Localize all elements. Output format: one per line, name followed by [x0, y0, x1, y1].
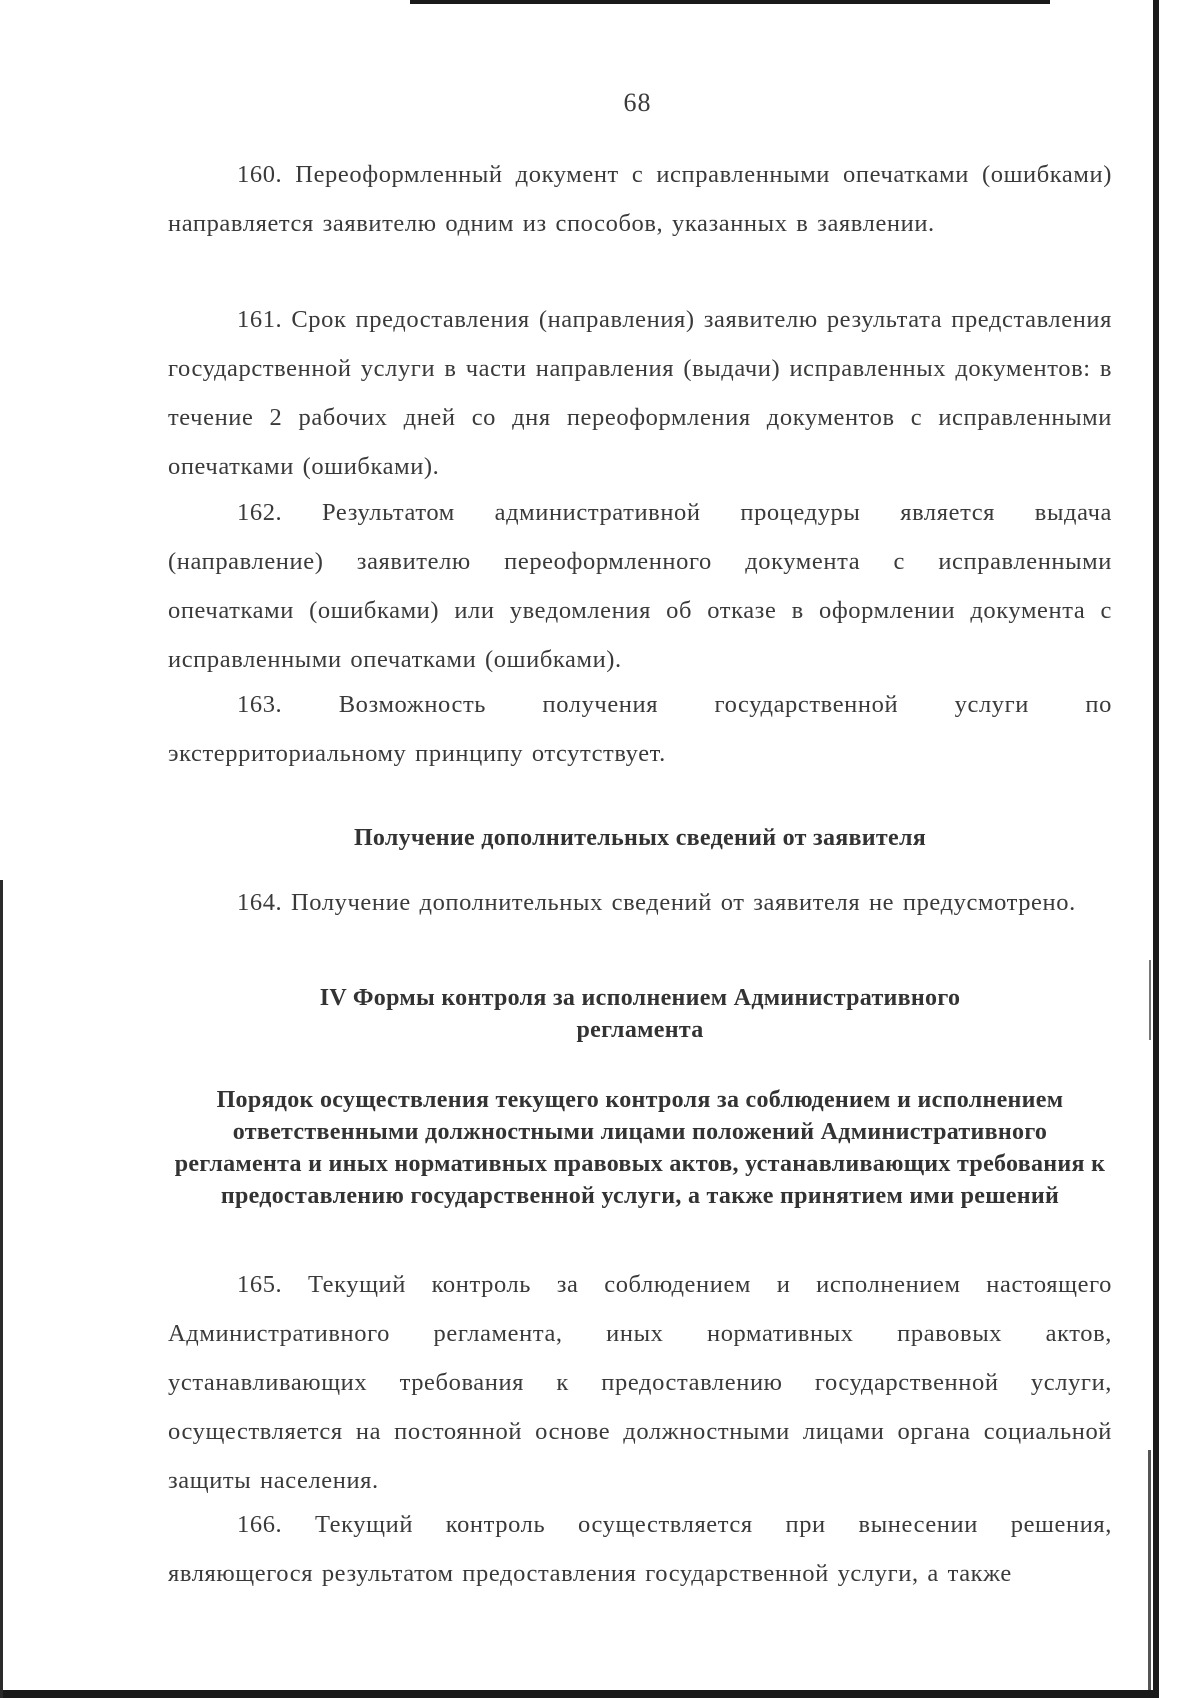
heading-current-control: Порядок осуществления текущего контроля за соблюдением и исполнением ответственными должностными лицами положений Административного регламента и иных нормативных правовых актов, устанавливающих требования к предоставлению государственной услуги, а также принятием ими решений — [174, 1087, 1106, 1209]
scan-edge-bottom — [0, 1690, 1159, 1698]
paragraph-163: 163. Возможность получения государственной услуги по экстерриториальному принципу отсутствует. — [168, 691, 1112, 767]
scan-mark — [1149, 960, 1151, 1040]
scan-edge-top — [410, 0, 1050, 4]
paragraph-166: 166. Текущий контроль осуществляется при вынесении решения, являющегося результатом предоставления государственной услуги, а также — [168, 1511, 1112, 1587]
paragraph-161: 161. Срок предоставления (направления) заявителю результата представления государственной услуги в части направления (выдачи) исправленных документов: в течение 2 рабочих дней со дня переоформления документов с исправленными опечатками (ошибками). — [168, 306, 1112, 480]
scan-edge-right — [1153, 0, 1159, 1698]
page-number: 68 — [623, 88, 652, 117]
scan-mark — [1148, 1450, 1151, 1690]
heading-additional-info: Получение дополнительных сведений от заявителя — [353, 825, 927, 851]
paragraph-160: 160. Переоформленный документ с исправленными опечатками (ошибками) направляется заявителю одним из способов, указанных в заявлении. — [168, 161, 1112, 237]
scan-edge-left — [0, 880, 3, 1698]
paragraph-162: 162. Результатом административной процедуры является выдача (направление) заявителю переоформленного документа с исправленными опечатками (ошибками) или уведомления об отказе в оформлении документа с исправленными опечатками (ошибками). — [168, 499, 1112, 673]
paragraph-165: 165. Текущий контроль за соблюдением и исполнением настоящего Административного регламента, иных нормативных правовых актов, устанавливающих требования к предоставлению государственной услуги, осуществляется на постоянной основе должностными лицами органа социальной защиты населения. — [168, 1271, 1112, 1494]
paragraph-164: 164. Получение дополнительных сведений от заявителя не предусмотрено. — [237, 889, 1076, 916]
heading-section-iv: IV Формы контроля за исполнением Административного регламента — [319, 985, 961, 1043]
